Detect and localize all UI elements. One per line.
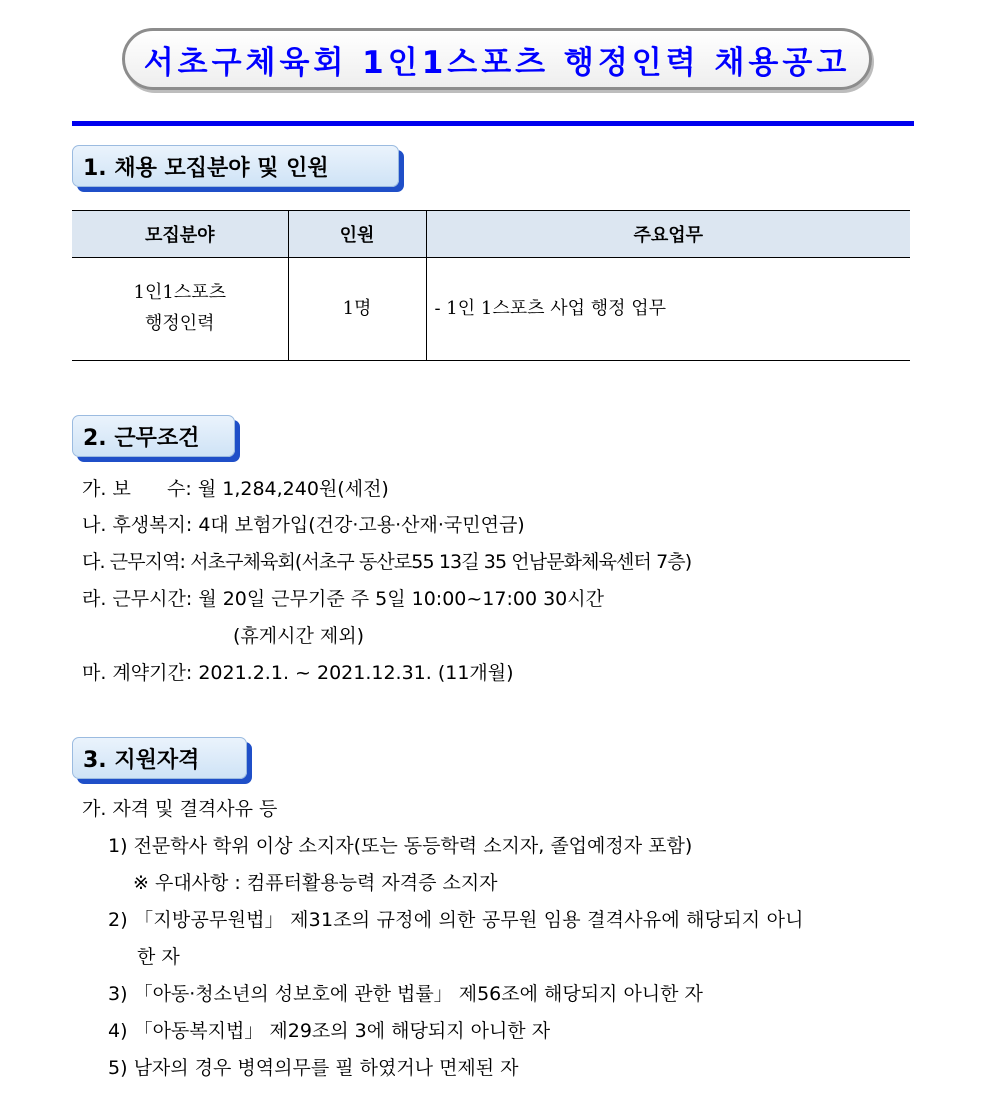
item-label: 보 수: [112, 478, 192, 500]
title-divider [72, 121, 914, 126]
condition-item-salary [82, 480, 389, 499]
header-count: 인원 [288, 211, 426, 258]
item-text: 「지방공무원법」 제31조의 규정에 의한 공무원 임용 결격사유에 해당되지 아니 [134, 909, 804, 931]
item-value: 4대 보험가입(건강·고용·산재·국민연금) [198, 514, 525, 536]
cell-duty: - 1인 1스포츠 사업 행정 업무 [426, 258, 910, 361]
item-text: 「아동복지법」 제29조의 3에 해당되지 아니한 자 [133, 1020, 551, 1042]
qualification-item-2-continuation: 한 자 [137, 946, 180, 968]
qualification-item-2 [108, 911, 804, 930]
item-number: 1) [108, 835, 128, 857]
cell-count: 1명 [288, 258, 426, 361]
item-text: 남자의 경우 병역의무를 필 하였거나 면제된 자 [133, 1057, 519, 1079]
item-value: 서초구체육회(서초구 동산로55 13길 35 언남문화체육센터 7층) [190, 551, 692, 573]
item-label: 후생복지: [112, 514, 193, 536]
item-value: 월 20일 근무기준 주 5일 10:00~17:00 30시간 [198, 588, 604, 610]
item-number: 5) [108, 1057, 128, 1079]
item-label: 계약기간: [112, 662, 193, 684]
item-marker: 라. [82, 588, 107, 610]
section-3-heading: 3. 지원자격 [72, 737, 247, 779]
condition-item-hours [82, 590, 604, 609]
header-duty: 주요업무 [426, 211, 910, 258]
condition-item-location [82, 553, 691, 572]
qualification-item-5 [108, 1059, 519, 1078]
page-title: 서초구체육회 1인1스포츠 행정인력 채용공고 [143, 44, 851, 81]
item-marker: 나. [82, 514, 107, 536]
item-marker: 마. [82, 662, 107, 684]
section-1-heading: 1. 채용 모집분야 및 인원 [72, 145, 399, 187]
item-value: 월 1,284,240원(세전) [197, 478, 389, 500]
section-2-heading: 2. 근무조건 [72, 415, 235, 457]
item-number: 3) [108, 983, 128, 1005]
table-row [72, 258, 910, 361]
item-value: 2021.2.1. ~ 2021.12.31. (11개월) [198, 662, 514, 684]
qualification-subheading: 가. 자격 및 결격사유 등 [82, 798, 278, 820]
cell-field-line1: 1인1스포츠 [133, 282, 226, 304]
item-label: 근무지역: [109, 551, 186, 573]
qualification-item-4 [108, 1022, 550, 1041]
condition-item-welfare [82, 516, 525, 535]
condition-item-contract [82, 664, 514, 683]
cell-field [72, 258, 288, 361]
item-label: 근무시간: [112, 588, 193, 610]
table-header-row [72, 211, 910, 258]
qualification-item-3 [108, 985, 703, 1004]
recruitment-table [72, 210, 910, 361]
qualification-note: ※ 우대사항 : 컴퓨터활용능력 자격증 소지자 [133, 872, 498, 894]
condition-item-hours-continuation: (휴게시간 제외) [233, 625, 364, 647]
item-number: 2) [108, 909, 128, 931]
item-text: 「아동·청소년의 성보호에 관한 법률」 제56조에 해당되지 아니한 자 [133, 983, 703, 1005]
qualification-item-1 [108, 837, 692, 856]
cell-field-line2: 행정인력 [144, 313, 215, 334]
title-banner [122, 28, 872, 90]
item-number: 4) [108, 1020, 128, 1042]
item-marker: 가. [82, 478, 107, 500]
header-field: 모집분야 [72, 211, 288, 258]
item-text: 전문학사 학위 이상 소지자(또는 동등학력 소지자, 졸업예정자 포함) [133, 835, 693, 857]
item-marker: 다. [82, 551, 105, 573]
